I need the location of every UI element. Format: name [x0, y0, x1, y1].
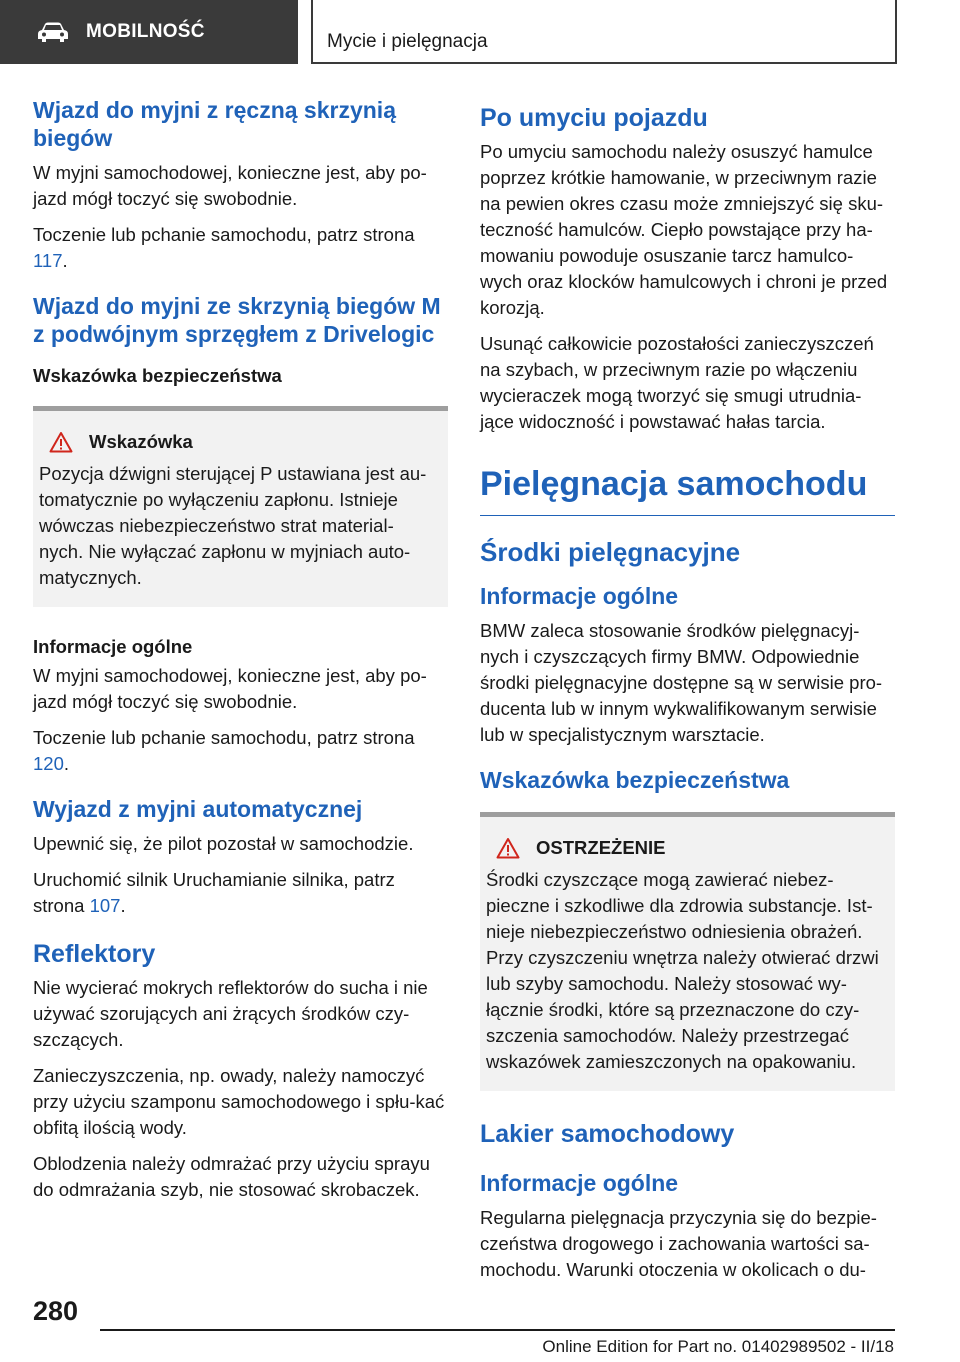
- heading-after-wash: Po umyciu pojazdu: [480, 104, 708, 132]
- paragraph: Usunąć całkowicie pozostałości zanieczyszczeń na szybach, w przeciwnym razie po włączeniu wycieraczek mogą tworzyć się smugi utrudnia-jące widoczność i powstawać hałas tarcia.: [480, 333, 874, 432]
- paragraph: W myjni samochodowej, konieczne jest, aby po-jazd mógł toczyć się swobodnie.: [33, 665, 427, 712]
- heading-safety-note: Wskazówka bezpieczeństwa: [33, 365, 282, 386]
- page-number: 280: [33, 1296, 79, 1326]
- paragraph: Toczenie lub pchanie samochodu, patrz strona 117.: [33, 224, 415, 271]
- footer-divider: [100, 1329, 895, 1331]
- heading-safety-note: Wskazówka bezpieczeństwa: [480, 767, 790, 793]
- left-column: [33, 96, 448, 1213]
- paragraph: Uruchomić silnik Uruchamianie silnika, patrz strona 107.: [33, 869, 395, 916]
- section-title: MOBILNOŚĆ: [86, 21, 205, 42]
- heading-general-info: Informacje ogólne: [480, 583, 679, 609]
- page-link[interactable]: 120: [33, 753, 64, 774]
- heading-vehicle-care: Pielęgnacja samochodu: [480, 463, 895, 516]
- paragraph: Oblodzenia należy odmrażać przy użyciu sprayu do odmrażania szyb, nie stosować skrobaczek.: [33, 1153, 430, 1200]
- paragraph: Po umyciu samochodu należy osuszyć hamulce poprzez krótkie hamowanie, w przeciwnym razie na pewien okres czasu może zmniejszyć się sku-teczność hamulców. Ciepło powstające przy ha-mowaniu powoduje osuszanie tarcz hamulco-wych oraz klocków hamulcowych i chroni je przed korozją.: [480, 141, 888, 318]
- warning-triangle-icon: [49, 431, 73, 453]
- right-column: [480, 103, 895, 1293]
- edition-info: Online Edition for Part no. 01402989502 - II/18: [542, 1337, 894, 1356]
- heading-reflectors: Reflektory: [33, 940, 156, 968]
- page-link[interactable]: 117: [33, 250, 63, 271]
- paragraph: BMW zaleca stosowanie środków pielęgnacyj-nych i czyszczących firmy BMW. Odpowiednie środki pielęgnacyjne dostępne są w serwisie pro-ducenta lub w innym wykwalifikowanym serwisie lub w specjalistycznym warsztacie.: [480, 620, 883, 745]
- paragraph: Toczenie lub pchanie samochodu, patrz strona 120.: [33, 727, 415, 774]
- notice-header: [39, 431, 436, 453]
- notice-box: [33, 406, 448, 607]
- notice-title: Wskazówka: [89, 431, 193, 452]
- chapter-tab: [311, 0, 897, 64]
- paragraph: Regularna pielęgnacja przyczynia się do bezpie-czeństwa drogowego i zachowania wartości sa-mochodu. Warunki otoczenia w okolicach o du-: [480, 1207, 877, 1280]
- heading-care-products: Środki pielęgnacyjne: [480, 537, 741, 567]
- heading-general-info: Informacje ogólne: [480, 1170, 679, 1196]
- warning-box: [480, 812, 895, 1091]
- notice-text: Pozycja dźwigni sterującej P ustawiana jest au-tomatycznie po wyłączeniu zapłonu. Istnieje wówczas niebezpieczeństwo strat material-nych. Nie wyłączać zapłonu w myjniach auto-matycznych.: [39, 463, 427, 588]
- heading-manual-gearbox: Wjazd do myjni z ręczną skrzynią biegów: [33, 97, 396, 151]
- paragraph: W myjni samochodowej, konieczne jest, aby po-jazd mógł toczyć się swobodnie.: [33, 162, 427, 209]
- warning-title: OSTRZEŻENIE: [536, 837, 666, 858]
- warning-triangle-icon: [496, 837, 520, 859]
- paragraph: Nie wycierać mokrych reflektorów do sucha i nie używać szorujących ani żrących środków czy-szczących.: [33, 977, 428, 1050]
- heading-exit-carwash: Wyjazd z myjni automatycznej: [33, 796, 363, 822]
- chapter-title: Mycie i pielęgnacja: [327, 31, 488, 52]
- heading-paint: Lakier samochodowy: [480, 1120, 735, 1148]
- warning-text: Środki czyszczące mogą zawierać niebez-pieczne i szkodliwe dla zdrowia substancje. Ist-nieje niebezpieczeństwo odniesienia obrażeń. Przy czyszczeniu wnętrza należy otwierać drzwi lub szyby samochodu. Należy stosować wy-łącznie środki, które są przeznaczone do czy-szczenia samochodów. Należy przestrzegać wskazówek zamieszczonych na opakowaniu.: [486, 869, 879, 1072]
- page-link[interactable]: 107: [89, 895, 121, 916]
- section-tab: [0, 0, 298, 64]
- paragraph: Zanieczyszczenia, np. owady, należy namoczyć przy użyciu szamponu samochodowego i spłu-kać obfitą ilością wody.: [33, 1065, 445, 1138]
- paragraph: Upewnić się, że pilot pozostał w samochodzie.: [33, 833, 414, 854]
- warning-header: [486, 837, 883, 859]
- heading-dct-gearbox: Wjazd do myjni ze skrzynią biegów M z podwójnym sprzęgłem z Drivelogic: [33, 293, 441, 347]
- heading-general-info: Informacje ogólne: [33, 636, 193, 657]
- car-icon: [36, 21, 70, 43]
